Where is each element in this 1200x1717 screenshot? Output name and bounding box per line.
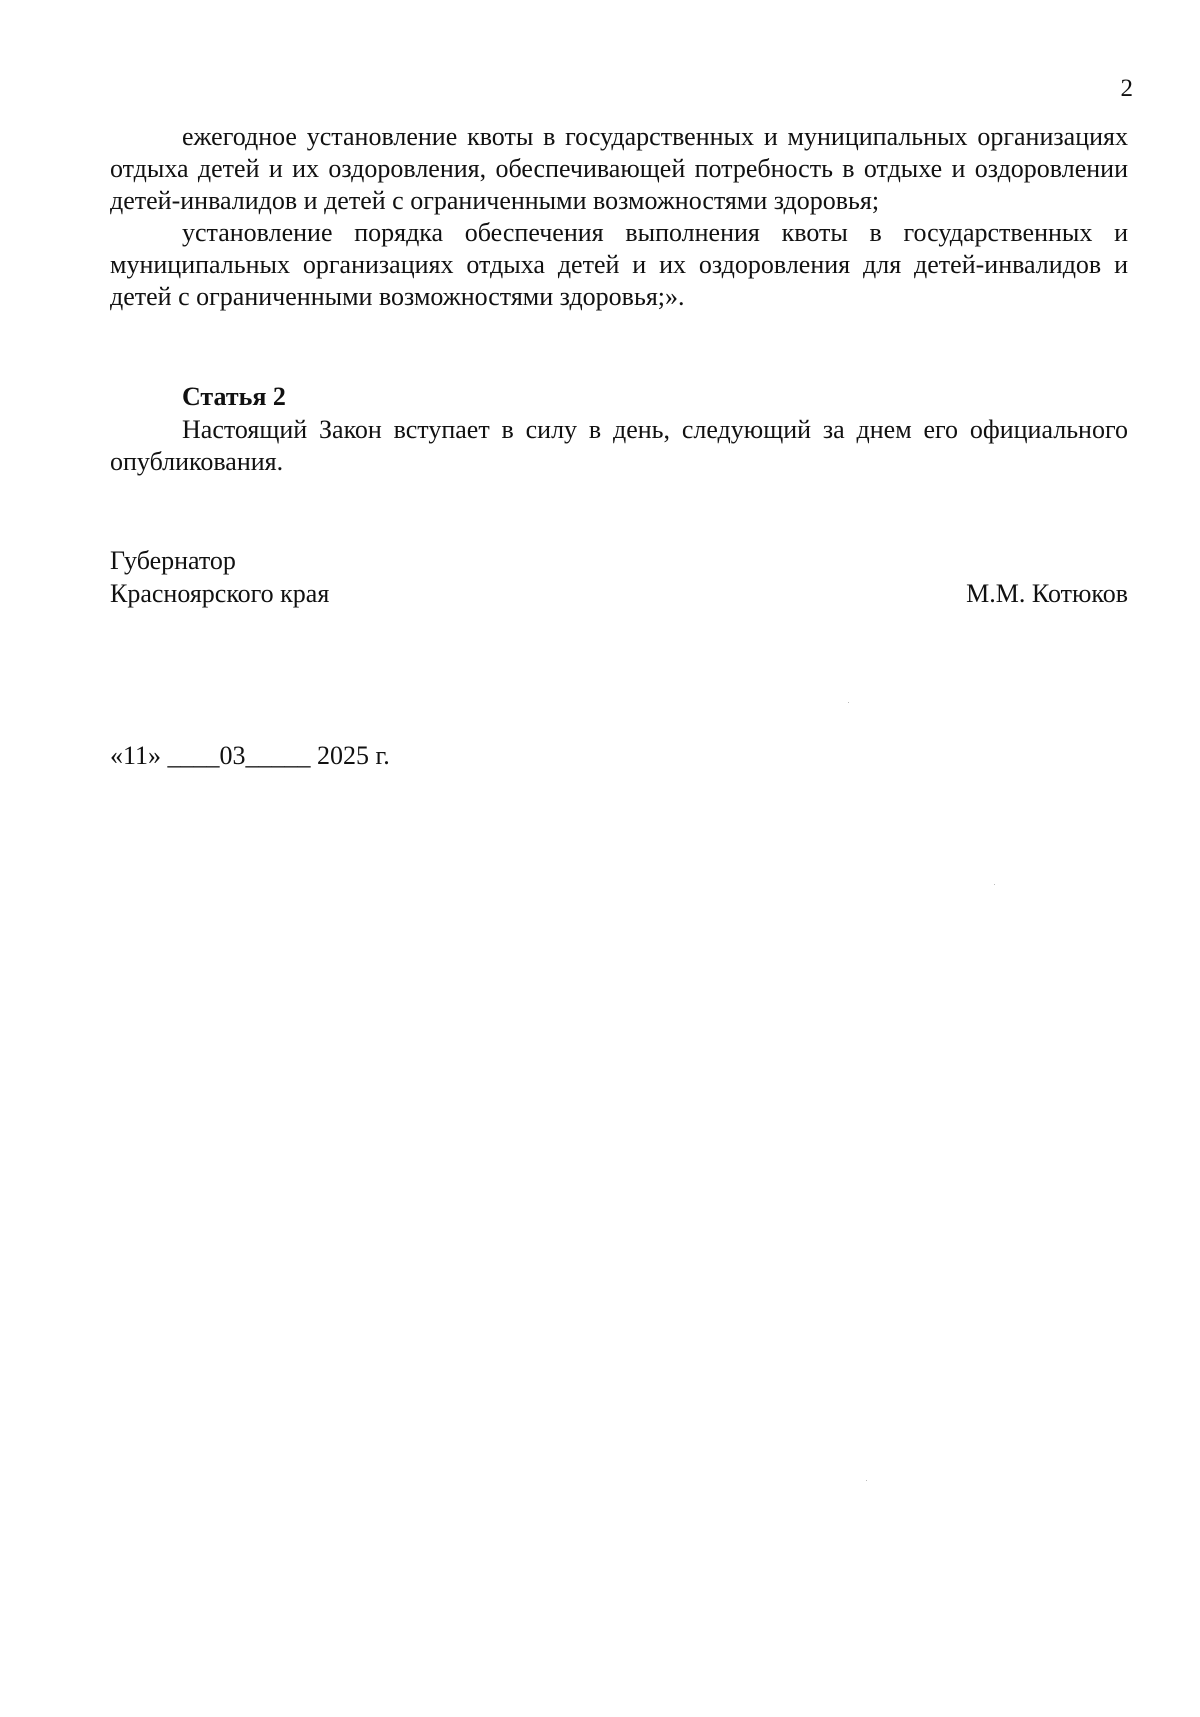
signature-block: [110, 544, 1128, 610]
signing-date: «11» ____03_____ 2025 г.: [110, 741, 390, 770]
page-number: 2: [1120, 75, 1133, 102]
scan-speck: [848, 702, 849, 703]
signatory-name: М.М. Котюков: [966, 579, 1128, 608]
article-text: Настоящий Закон вступает в силу в день, следующий за днем его официального опубликования.: [110, 415, 1128, 476]
article-heading: Статья 2: [182, 382, 286, 411]
signature-row: [110, 577, 1128, 610]
signature-title-line2: Красноярского края: [110, 579, 330, 608]
scan-speck: [866, 1480, 867, 1481]
paragraph-quota-procedure: установление порядка обеспечения выполнения квоты в государственных и муниципальных организациях отдыха детей и их оздоровления для детей-инвалидов и детей с ограниченными возможностями здоровья;».: [110, 218, 1128, 311]
signature-title-line1: Губернатор: [110, 546, 236, 575]
scan-speck: [994, 884, 995, 885]
article-text-block: [110, 414, 1128, 478]
paragraph-quota: ежегодное установление квоты в государственных и муниципальных организациях отдыха детей и их оздоровления, обеспечивающей потребность в отдыхе и оздоровлении детей-инвалидов и детей с ограниченными возможностями здоровья;: [110, 122, 1128, 215]
body-text-block: [110, 121, 1128, 313]
